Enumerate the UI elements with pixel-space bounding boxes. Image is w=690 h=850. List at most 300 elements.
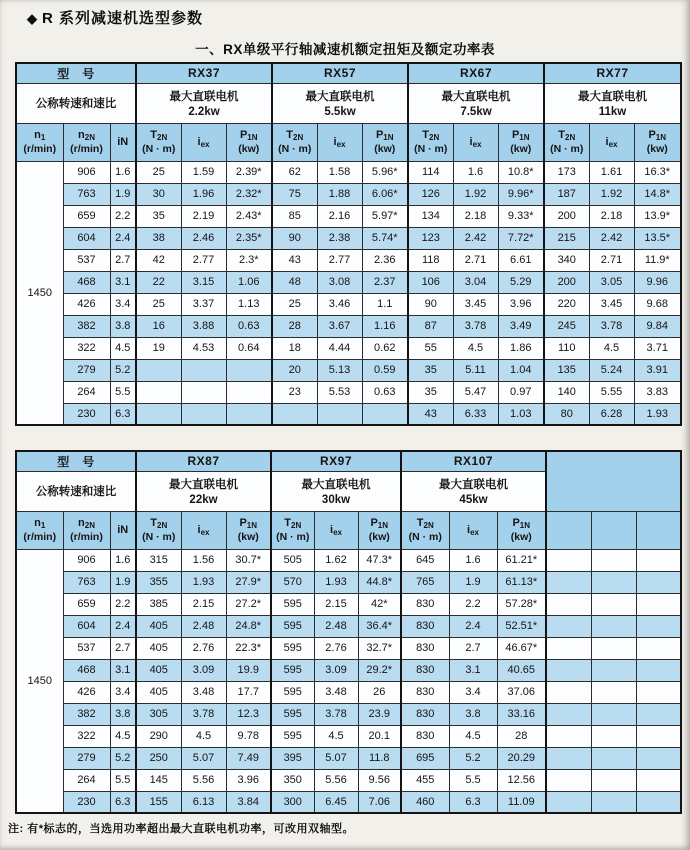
ratio-label-cell: 公称转速和速比 [16,471,136,511]
table-cell: 322 [63,337,110,359]
table-cell: 19.9 [226,659,271,681]
table-cell: 5.53 [317,381,362,403]
table-cell: 3.48 [314,681,358,703]
table-cell: 6.28 [589,403,634,425]
table-cell: 62 [272,161,317,183]
table-cell: 0.63 [362,381,408,403]
table-cell: 110 [544,337,589,359]
table-cell: 3.78 [181,703,226,725]
table-cell: 126 [408,183,453,205]
table-cell: 385 [136,593,181,615]
table-cell [136,359,181,381]
column-header-cell: $P_{1N}$ (kw) [226,511,271,549]
table-row [16,337,681,359]
column-header-cell: $n_{2N}$ (r/min) [63,123,110,161]
table-cell [226,381,272,403]
model-label-cell: 型 号 [16,63,136,83]
header-row-models [16,63,681,83]
table-cell: 5.96* [362,161,408,183]
table-row [16,315,681,337]
column-header-cell: $i_{ex}$ [317,123,362,161]
table-cell: 1.13 [226,293,272,315]
table-cell: 765 [401,571,449,593]
table-cell: 9.84 [634,315,681,337]
table-cell: 5.56 [314,769,358,791]
table-row [16,271,681,293]
table-cell: 906 [63,549,110,571]
column-header-cell: $n_{2N}$ (r/min) [63,511,110,549]
table-cell: 17.7 [226,681,271,703]
table-cell: 5.11 [453,359,498,381]
column-header-cell: $n_1$ (r/min) [16,511,63,549]
table-cell: 245 [544,315,589,337]
table-row [16,359,681,381]
table-row [16,615,681,637]
table-cell: 405 [136,659,181,681]
table-cell: 5.07 [181,747,226,769]
table-cell: 1.9 [110,571,136,593]
column-header-cell: $i_{ex}$ [589,123,634,161]
table-cell: 2.7 [449,637,497,659]
table-cell: 38 [136,227,181,249]
motor-label-cell: 最大直联电机 7.5kw [408,83,544,123]
table-cell: 763 [63,571,110,593]
model-label-cell: 型 号 [16,451,136,471]
table-cell: 830 [401,637,449,659]
table-cell [591,571,636,593]
table-cell [546,637,591,659]
table-cell: 830 [401,615,449,637]
table-cell: 28 [497,725,546,747]
table-cell: 3.37 [181,293,226,315]
table-cell: 3.96 [498,293,544,315]
table-cell: 2.18 [453,205,498,227]
column-header-cell: $T_{2N}$ (N · m) [271,511,314,549]
table-cell: 355 [136,571,181,593]
table-cell: 155 [136,791,181,813]
table-cell: 9.96* [498,183,544,205]
table-cell: 2.4 [110,227,136,249]
table-cell: 5.5 [110,381,136,403]
motor-label-cell: 最大直联电机 45kw [401,471,546,511]
table-cell: 5.2 [110,747,136,769]
table-cell: 2.37 [362,271,408,293]
table-cell: 3.67 [317,315,362,337]
table-cell: 468 [63,271,110,293]
column-header-cell: iN [110,511,136,549]
table-cell: 1.92 [589,183,634,205]
table-cell: 315 [136,549,181,571]
table-cell: 90 [272,227,317,249]
table-cell: 4.44 [317,337,362,359]
column-header-cell: $T_{2N}$ (N · m) [408,123,453,161]
table-row [16,381,681,403]
table-cell [636,549,681,571]
table-cell: 1.93 [314,571,358,593]
header-row-columns [16,123,681,161]
table-cell: 595 [271,703,314,725]
table-cell: 12.3 [226,703,271,725]
table-cell: 5.74* [362,227,408,249]
table-cell: 604 [63,227,110,249]
table-cell: 134 [408,205,453,227]
table-cell: 90 [408,293,453,315]
table-cell: 3.71 [634,337,681,359]
table-cell: 1.9 [110,183,136,205]
table-cell: 2.43* [226,205,272,227]
table-cell [546,747,591,769]
table-cell: 5.47 [453,381,498,403]
table-cell: 505 [271,549,314,571]
table-cell: 26 [358,681,401,703]
table-row [16,791,681,813]
table-cell [546,549,591,571]
table-cell: 2.71 [589,249,634,271]
table-cell: 3.48 [181,681,226,703]
table-cell [636,725,681,747]
page-title-text: R 系列减速机选型参数 [42,10,204,27]
table-cell: 0.59 [362,359,408,381]
table-cell: 6.33 [453,403,498,425]
table-cell [136,403,181,425]
table-row [16,571,681,593]
table-cell: 1.88 [317,183,362,205]
table-cell: 9.78 [226,725,271,747]
table-cell: 2.38 [317,227,362,249]
table-cell: 55 [408,337,453,359]
table-cell: 75 [272,183,317,205]
table-cell: 426 [63,681,110,703]
table-row [16,549,681,571]
table-cell: 44.8* [358,571,401,593]
table-cell [636,791,681,813]
table-cell: 4.5 [453,337,498,359]
table-cell: 659 [63,205,110,227]
table-cell [591,769,636,791]
table-cell: 3.8 [449,703,497,725]
table-cell: 2.2 [110,593,136,615]
table-cell: 20.1 [358,725,401,747]
table-cell: 7.06 [358,791,401,813]
table-cell: 42* [358,593,401,615]
column-header-cell: $T_{2N}$ (N · m) [544,123,589,161]
table-cell: 4.5 [314,725,358,747]
table-cell: 85 [272,205,317,227]
table-cell: 3.8 [110,315,136,337]
model-name-cell: RX67 [408,63,544,83]
table-cell [636,703,681,725]
table-cell [636,747,681,769]
table-cell: 1.04 [498,359,544,381]
table-cell: 2.3* [226,249,272,271]
table-cell: 2.2 [449,593,497,615]
table-cell: 645 [401,549,449,571]
table-cell: 1.1 [362,293,408,315]
table-cell: 2.71 [453,249,498,271]
table-cell: 1.56 [181,549,226,571]
column-header-cell: $i_{ex}$ [181,511,226,549]
table-cell: 595 [271,681,314,703]
table-cell [546,791,591,813]
table-cell: 2.46 [181,227,226,249]
table-cell: 3.08 [317,271,362,293]
table-cell: 32.7* [358,637,401,659]
table-cell: 57.28* [497,593,546,615]
table-cell: 35 [408,359,453,381]
table-cell: 1.03 [498,403,544,425]
table-cell: 830 [401,593,449,615]
table-cell [546,725,591,747]
table-cell: 20.29 [497,747,546,769]
table-cell: 2.42 [453,227,498,249]
table-cell: 2.77 [317,249,362,271]
table-cell: 19 [136,337,181,359]
table-cell: 763 [63,183,110,205]
table-cell: 382 [63,315,110,337]
table-cell [226,403,272,425]
table-cell: 830 [401,725,449,747]
table-cell: 2.15 [314,593,358,615]
table-cell: 6.3 [449,791,497,813]
table-row [16,403,681,425]
table-cell [591,681,636,703]
table-cell: 3.45 [589,293,634,315]
table-cell: 27.2* [226,593,271,615]
table-cell: 80 [544,403,589,425]
table-cell: 230 [63,403,110,425]
model-name-cell: RX57 [272,63,408,83]
table-cell: 3.4 [110,293,136,315]
table-cell: 595 [271,725,314,747]
table-cell: 6.13 [181,791,226,813]
table-cell: 0.63 [226,315,272,337]
table-cell: 106 [408,271,453,293]
bottom-table [15,450,682,814]
table-cell: 187 [544,183,589,205]
table-cell: 1.58 [317,161,362,183]
table-cell: 322 [63,725,110,747]
table-cell [636,769,681,791]
table-cell: 1.61 [589,161,634,183]
table-cell: 5.5 [449,769,497,791]
table-cell [591,747,636,769]
table-cell: 47.3* [358,549,401,571]
table-cell: 2.15 [181,593,226,615]
column-header-cell: $T_{2N}$ (N · m) [272,123,317,161]
table-cell: 1.92 [453,183,498,205]
table-cell: 10.8* [498,161,544,183]
table-cell [636,593,681,615]
motor-label-cell: 最大直联电机 2.2kw [136,83,272,123]
table-cell: 11.9* [634,249,681,271]
column-header-cell: $P_{1N}$ (kw) [358,511,401,549]
model-name-cell: RX97 [271,451,401,471]
column-header-cell: $P_{1N}$ (kw) [634,123,681,161]
table-cell: 28 [272,315,317,337]
table-cell: 5.13 [317,359,362,381]
table-cell: 4.5 [110,725,136,747]
table-cell: 0.97 [498,381,544,403]
table-cell: 23 [272,381,317,403]
table-cell: 33.16 [497,703,546,725]
table-cell [546,703,591,725]
table-cell: 2.36 [362,249,408,271]
table-cell: 7.72* [498,227,544,249]
table-cell: 3.78 [314,703,358,725]
table-cell: 215 [544,227,589,249]
table-cell: 22 [136,271,181,293]
table-cell: 1.06 [226,271,272,293]
table-cell: 25 [272,293,317,315]
empty-column-header-cell [591,511,636,549]
motor-label-cell: 最大直联电机 22kw [136,471,271,511]
table-cell: 5.2 [449,747,497,769]
table-cell: 5.2 [110,359,136,381]
table-cell [317,403,362,425]
ratio-label-cell: 公称转速和速比 [16,83,136,123]
table-cell: 4.5 [449,725,497,747]
table-cell [546,769,591,791]
table-cell [362,403,408,425]
empty-header-cell [546,451,681,511]
table-cell: 16 [136,315,181,337]
table-cell: 16.3* [634,161,681,183]
table-cell: 48 [272,271,317,293]
table-cell: 5.5 [110,769,136,791]
table-cell: 61.13* [497,571,546,593]
column-header-cell: $n_1$ (r/min) [16,123,63,161]
table-cell: 5.07 [314,747,358,769]
table-row [16,161,681,183]
table-cell: 2.76 [314,637,358,659]
table-cell: 220 [544,293,589,315]
table-cell: 9.33* [498,205,544,227]
table-cell: 3.1 [110,659,136,681]
table-cell: 830 [401,659,449,681]
table-cell: 114 [408,161,453,183]
table-cell: 173 [544,161,589,183]
table-cell [591,659,636,681]
table-cell: 695 [401,747,449,769]
table-cell [546,593,591,615]
table-cell: 20 [272,359,317,381]
table-cell: 5.24 [589,359,634,381]
table-cell: 1.93 [634,403,681,425]
model-name-cell: RX107 [401,451,546,471]
table-cell: 230 [63,791,110,813]
table-row [16,769,681,791]
table-cell: 405 [136,615,181,637]
model-name-cell: RX87 [136,451,271,471]
table-cell: 3.09 [314,659,358,681]
table-cell: 2.32* [226,183,272,205]
table-cell: 595 [271,637,314,659]
table-cell: 5.56 [181,769,226,791]
n1-merged-cell: 1450 [16,161,63,425]
table-row [16,681,681,703]
diamond-icon: ◆ [27,11,38,26]
table-cell: 2.48 [181,615,226,637]
table-cell [636,637,681,659]
table-cell: 3.88 [181,315,226,337]
table-cell: 14.8* [634,183,681,205]
table-cell: 2.19 [181,205,226,227]
table-cell: 11.09 [497,791,546,813]
table-caption: 一、RX单级平行轴减速机额定扭矩及额定功率表 [195,42,495,57]
n1-merged-cell: 1450 [16,549,63,813]
table-cell: 3.1 [449,659,497,681]
table-cell [546,659,591,681]
table-cell: 3.78 [589,315,634,337]
table-cell: 3.45 [453,293,498,315]
empty-column-header-cell [546,511,591,549]
table-cell: 595 [271,659,314,681]
table-cell: 35 [408,381,453,403]
table-cell: 5.29 [498,271,544,293]
table-cell: 264 [63,769,110,791]
table-cell: 22.3* [226,637,271,659]
table-cell: 4.5 [110,337,136,359]
table-cell: 18 [272,337,317,359]
table-row [16,227,681,249]
column-header-cell: $P_{1N}$ (kw) [362,123,408,161]
table-cell: 264 [63,381,110,403]
table-cell: 2.16 [317,205,362,227]
table-cell: 52.51* [497,615,546,637]
table-cell [591,703,636,725]
table-cell: 123 [408,227,453,249]
table-cell: 13.9* [634,205,681,227]
table-row [16,593,681,615]
table-cell [591,637,636,659]
table-cell: 570 [271,571,314,593]
table-cell [546,571,591,593]
table-cell: 300 [271,791,314,813]
motor-label-cell: 最大直联电机 11kw [544,83,681,123]
table-cell: 4.53 [181,337,226,359]
table-cell: 3.1 [110,271,136,293]
table-cell [591,593,636,615]
table-cell: 4.5 [589,337,634,359]
table-cell: 3.91 [634,359,681,381]
model-name-cell: RX37 [136,63,272,83]
table-cell: 3.05 [589,271,634,293]
table-cell: 1.16 [362,315,408,337]
table-cell: 2.2 [110,205,136,227]
table-cell: 40.65 [497,659,546,681]
table-cell: 37.06 [497,681,546,703]
table-cell: 290 [136,725,181,747]
table-cell: 1.62 [314,549,358,571]
table-cell [636,659,681,681]
table-cell: 135 [544,359,589,381]
table-cell: 36.4* [358,615,401,637]
table-cell: 87 [408,315,453,337]
table-row [16,659,681,681]
table-row [16,183,681,205]
table-cell: 595 [271,593,314,615]
column-header-cell: $T_{2N}$ (N · m) [136,511,181,549]
table-cell: 468 [63,659,110,681]
table-cell: 1.59 [181,161,226,183]
table-cell: 2.4 [449,615,497,637]
table-cell: 4.5 [181,725,226,747]
table-cell: 5.55 [589,381,634,403]
table-cell: 1.93 [181,571,226,593]
table-cell: 3.4 [110,681,136,703]
table-cell: 1.6 [110,161,136,183]
table-cell: 305 [136,703,181,725]
